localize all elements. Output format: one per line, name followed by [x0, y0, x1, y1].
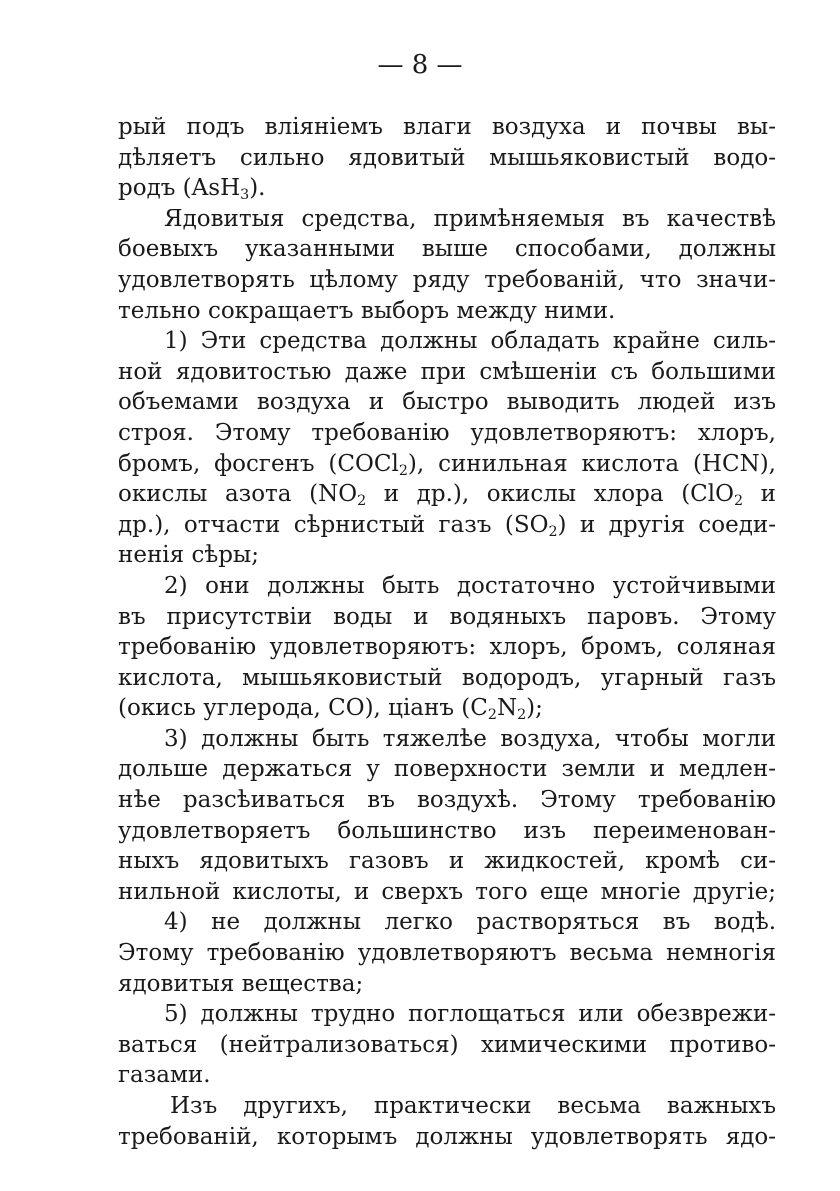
- list-item: [118, 999, 776, 1091]
- text-line: (окись углерода, CO), ціанъ $(C_2N_2)$;: [118, 695, 543, 724]
- text-line: 1) Эти средства должны обладать крайне силь-: [164, 328, 776, 355]
- text-line: требованій, которымъ должны удовлетворять ядо-: [118, 1123, 776, 1150]
- text-line: родъ (AsH$_3$).: [118, 175, 266, 204]
- text-line: рый подъ вліяніемъ влаги воздуха и почвы вы-: [118, 114, 776, 140]
- text-line: ваться (нейтрализоваться) химическими противо-: [118, 1031, 776, 1058]
- text-line: удовлетворяетъ большинство изъ переименован-: [118, 817, 776, 844]
- text-line: кислота, мышьяковистый водородъ, угарный газъ: [118, 664, 776, 691]
- text-line: Изъ другихъ, практически весьма важныхъ: [170, 1093, 776, 1119]
- paragraph: [118, 204, 776, 326]
- list-item: [118, 326, 776, 571]
- text-line: ныхъ ядовитыхъ газовъ и жидкостей, кромѣ си-: [118, 848, 776, 875]
- text-line: 4) не должны легко растворяться въ водѣ.: [164, 909, 776, 936]
- list-item: [118, 724, 776, 908]
- page-number: — 8 —: [377, 50, 463, 80]
- text-line: бромъ, фосгенъ (COCl$_2$), синильная кислота (HCN),: [118, 450, 776, 479]
- text-line: нѣе разсѣиваться въ воздухѣ. Этому требованію: [118, 787, 776, 814]
- text-line: 3) должны быть тяжелѣе воздуха, чтобы могли: [164, 725, 776, 752]
- text-line: нильной кислоты, и сверхъ того еще многіе другіе;: [118, 878, 776, 905]
- text-line: дѣляетъ сильно ядовитый мышьяковистый водо-: [118, 144, 776, 171]
- paragraph: [118, 112, 776, 204]
- text-line: объемами воздуха и быстро выводить людей изъ: [118, 389, 776, 416]
- text-line: удовлетворять цѣлому ряду требованій, что значи-: [118, 266, 776, 293]
- text-line: 2) они должны быть достаточно устойчивыми: [164, 572, 776, 599]
- text-line: въ присутствіи воды и водяныхъ паровъ. Этому: [118, 603, 776, 630]
- text-line: тельно сокращаетъ выборъ между ними.: [118, 297, 616, 324]
- page-body: [118, 112, 776, 1152]
- text-line: боевыхъ указанными выше способами, должны: [118, 236, 776, 263]
- text-line: др.), отчасти сѣрнистый газъ $(SO_2)$ и другія соеди-: [118, 511, 776, 540]
- text-line: ядовитыя вещества;: [118, 970, 364, 997]
- list-item: [118, 907, 776, 999]
- text-line: окислы азота ($NO_2$ и др.), окислы хлора (ClO$_2$ и: [118, 481, 776, 510]
- text-line: 5) должны трудно поглощаться или обезврежи-: [164, 1001, 776, 1028]
- text-line: строя. Этому требованію удовлетворяютъ: хлоръ,: [118, 419, 776, 446]
- text-line: газами.: [118, 1062, 211, 1089]
- list-item: [118, 571, 776, 724]
- paragraph: [118, 1091, 776, 1152]
- text-line: ной ядовитостью даже при смѣшеніи съ большими: [118, 358, 776, 385]
- text-line: требованію удовлетворяютъ: хлоръ, бромъ, соляная: [118, 634, 776, 661]
- text-line: Этому требованію удовлетворяютъ весьма немногія: [118, 940, 776, 967]
- text-line: Ядовитыя средства, примѣняемыя въ качествѣ: [164, 205, 776, 232]
- text-line: дольше держаться у поверхности земли и медлен-: [118, 756, 776, 783]
- text-line: ненія сѣры;: [118, 542, 259, 569]
